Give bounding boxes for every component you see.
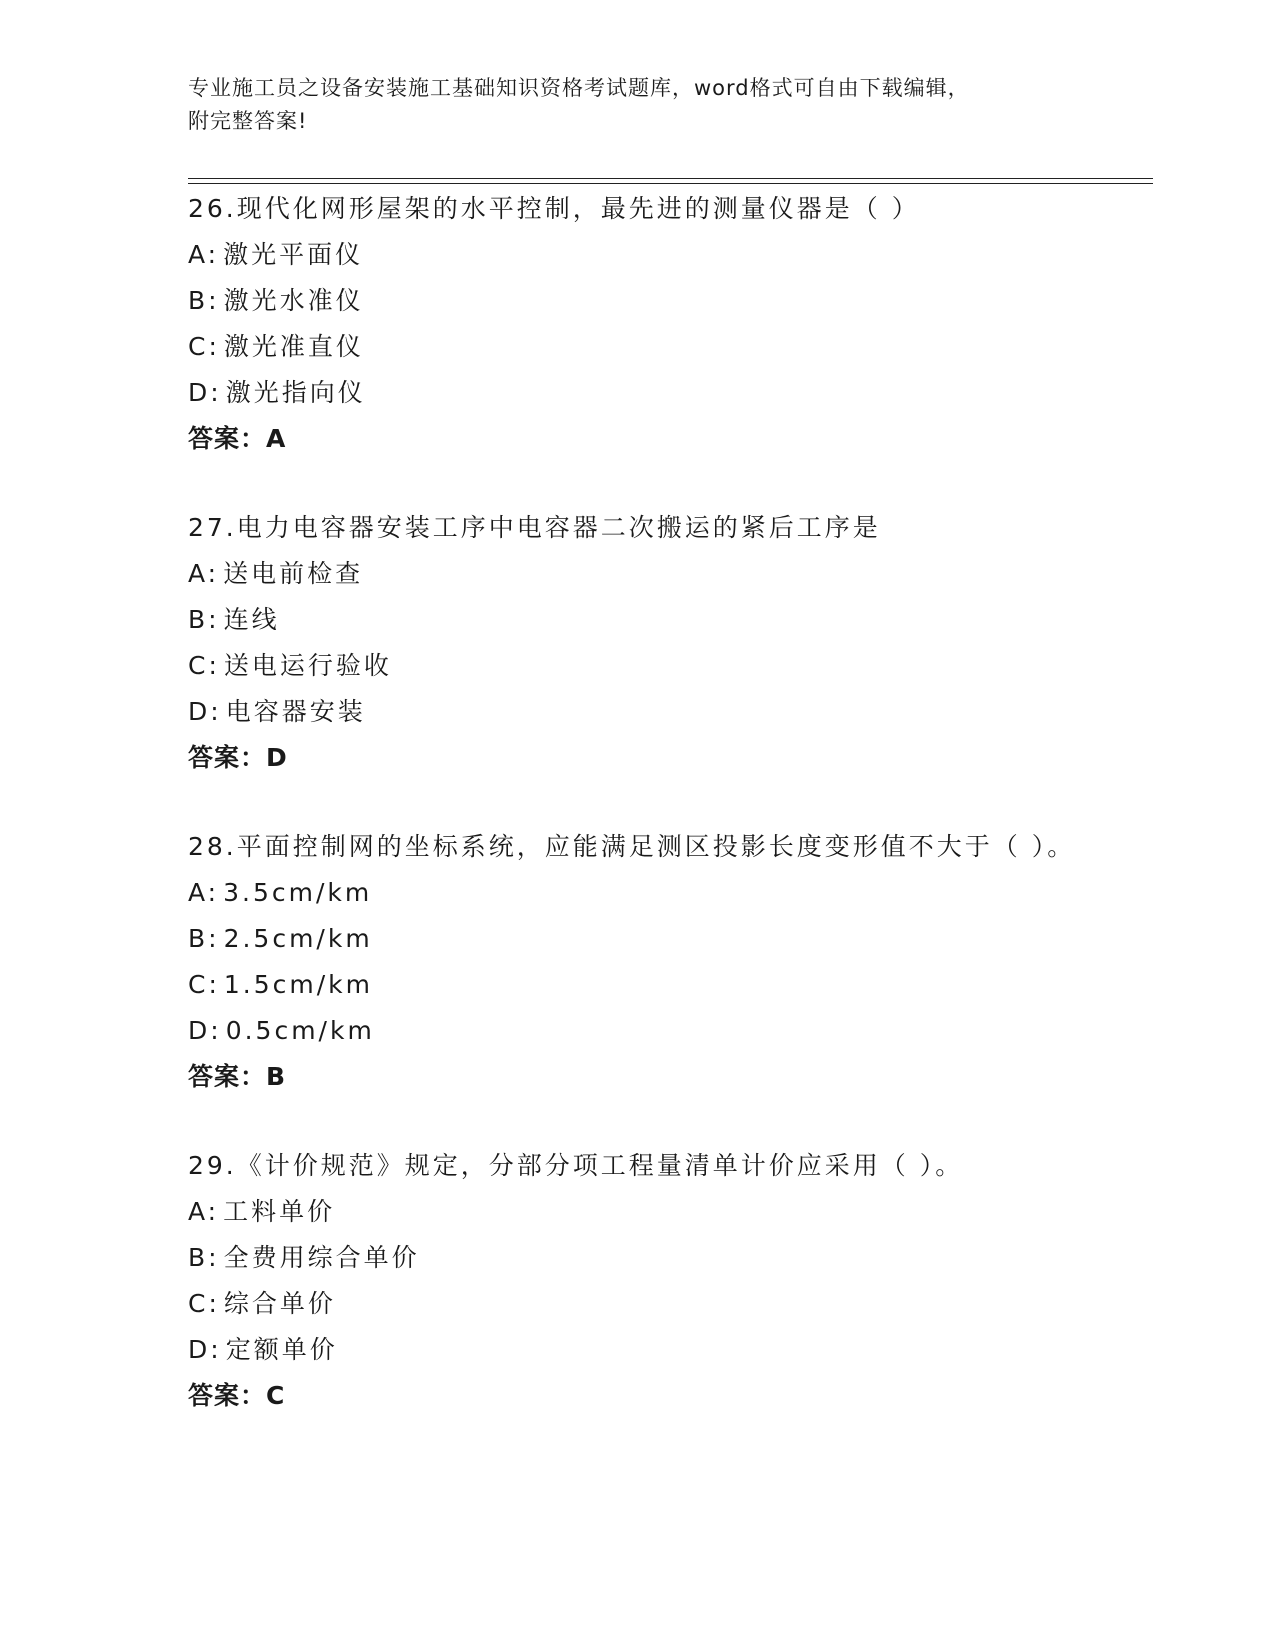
option-letter: D: xyxy=(188,1016,222,1045)
option-letter: A: xyxy=(188,878,220,907)
document-header xyxy=(188,72,1068,138)
option-a xyxy=(188,870,1088,916)
option-a xyxy=(188,232,1088,278)
option-text: 全费用综合单价 xyxy=(223,1243,420,1272)
option-d xyxy=(188,689,1088,735)
question-27 xyxy=(188,505,1088,781)
option-b xyxy=(188,916,1088,962)
option-text: 激光平面仪 xyxy=(223,240,364,269)
option-b xyxy=(188,597,1088,643)
option-text: 激光指向仪 xyxy=(225,378,366,407)
question-spacer xyxy=(188,1100,1088,1143)
option-text: 送电运行验收 xyxy=(223,651,392,680)
option-text: 送电前检查 xyxy=(223,559,364,588)
option-letter: B: xyxy=(188,924,220,953)
question-stem: 27.电力电容器安装工序中电容器二次搬运的紧后工序是 xyxy=(188,513,881,542)
header-line-2: 附完整答案! xyxy=(188,109,308,133)
option-letter: D: xyxy=(188,1335,222,1364)
answer-line: 答案：C xyxy=(188,1381,286,1410)
option-c xyxy=(188,962,1088,1008)
answer-line: 答案：D xyxy=(188,743,288,772)
option-c xyxy=(188,324,1088,370)
option-a xyxy=(188,551,1088,597)
option-text: 2.5cm/km xyxy=(223,924,373,953)
header-divider-bottom xyxy=(188,183,1153,184)
question-stem: 28.平面控制网的坐标系统，应能满足测区投影长度变形值不大于（ ）。 xyxy=(188,832,1076,861)
option-text: 连线 xyxy=(223,605,280,634)
question-29 xyxy=(188,1143,1088,1419)
option-text: 定额单价 xyxy=(225,1335,338,1364)
header-divider-top xyxy=(188,178,1153,179)
option-letter: C: xyxy=(188,332,220,361)
option-letter: B: xyxy=(188,1243,220,1272)
option-text: 1.5cm/km xyxy=(223,970,374,999)
option-letter: A: xyxy=(188,559,220,588)
option-b xyxy=(188,278,1088,324)
option-letter: D: xyxy=(188,378,222,407)
question-28 xyxy=(188,824,1088,1100)
option-letter: B: xyxy=(188,286,220,315)
option-text: 电容器安装 xyxy=(225,697,366,726)
question-stem: 26.现代化网形屋架的水平控制，最先进的测量仪器是（ ） xyxy=(188,194,920,223)
option-text: 激光水准仪 xyxy=(223,286,364,315)
option-b xyxy=(188,1235,1088,1281)
option-letter: A: xyxy=(188,240,220,269)
option-letter: C: xyxy=(188,970,220,999)
question-26 xyxy=(188,186,1088,462)
option-text: 3.5cm/km xyxy=(223,878,373,907)
header-line-1: 专业施工员之设备安装施工基础知识资格考试题库，word格式可自由下载编辑， xyxy=(188,76,970,100)
option-text: 0.5cm/km xyxy=(225,1016,375,1045)
question-list xyxy=(188,186,1088,1419)
option-letter: C: xyxy=(188,1289,220,1318)
option-d xyxy=(188,370,1088,416)
option-d xyxy=(188,1327,1088,1373)
option-a xyxy=(188,1189,1088,1235)
option-text: 激光准直仪 xyxy=(223,332,364,361)
option-text: 工料单价 xyxy=(223,1197,336,1226)
option-letter: C: xyxy=(188,651,220,680)
question-stem: 29.《计价规范》规定，分部分项工程量清单计价应采用（ ）。 xyxy=(188,1151,964,1180)
option-letter: D: xyxy=(188,697,222,726)
option-c xyxy=(188,643,1088,689)
option-letter: B: xyxy=(188,605,220,634)
option-letter: A: xyxy=(188,1197,220,1226)
option-text: 综合单价 xyxy=(223,1289,336,1318)
answer-line: 答案：A xyxy=(188,424,287,453)
option-d xyxy=(188,1008,1088,1054)
question-spacer xyxy=(188,462,1088,505)
answer-line: 答案：B xyxy=(188,1062,287,1091)
question-spacer xyxy=(188,781,1088,824)
option-c xyxy=(188,1281,1088,1327)
